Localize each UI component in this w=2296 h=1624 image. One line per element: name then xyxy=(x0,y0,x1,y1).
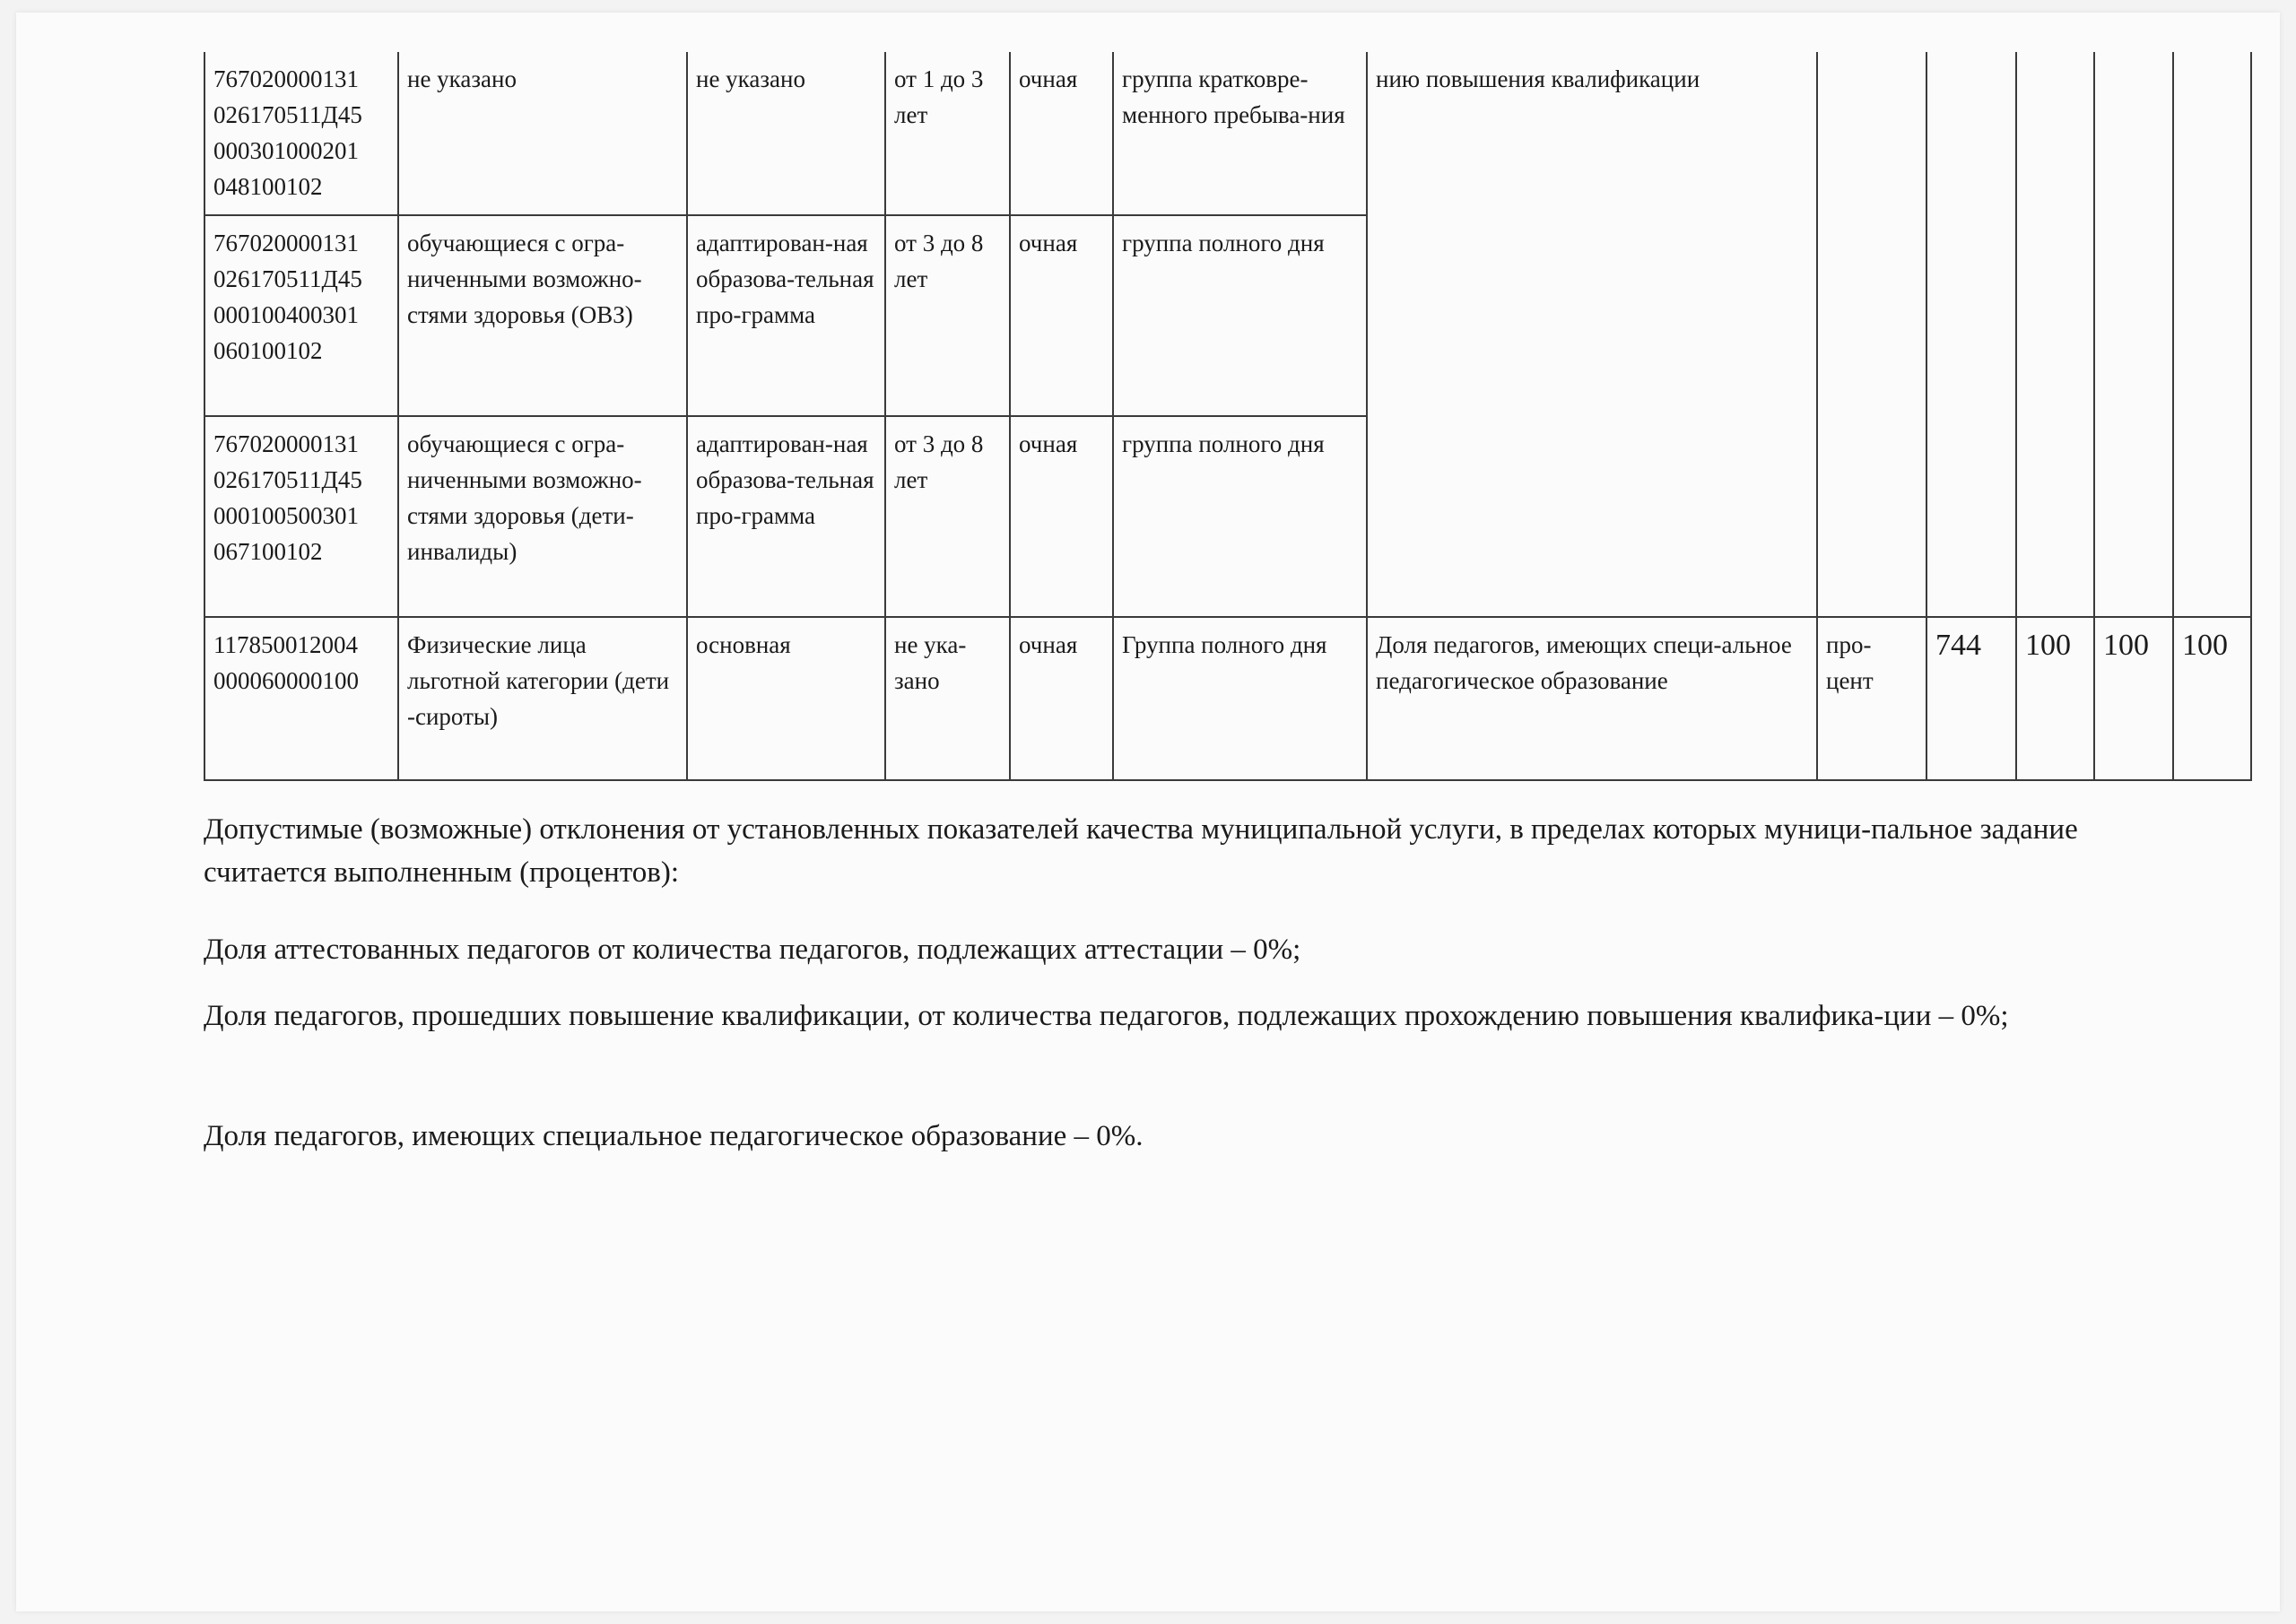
program-cell: основная xyxy=(687,617,885,780)
form-cell: очная xyxy=(1010,215,1113,416)
value-2021-cell: 100 xyxy=(2173,617,2251,780)
table-row xyxy=(204,617,2251,780)
unit-cell: про-цент xyxy=(1817,617,1926,780)
special-education-paragraph: Доля педагогов, имеющих специальное педагогическое образование – 0%. xyxy=(204,1120,1144,1152)
age-cell: от 3 до 8 лет xyxy=(885,416,1010,617)
age-cell: не ука-зано xyxy=(885,617,1010,780)
registry-code-cell: 767020000131 026170511Д45 000100400301 060100102 xyxy=(204,215,398,416)
value-2020-cell xyxy=(2094,52,2173,617)
document-page xyxy=(16,13,2280,1611)
stay-mode-cell: группа полного дня xyxy=(1113,416,1367,617)
stay-mode-cell: группа кратковре-менного пребыва-ния xyxy=(1113,52,1367,215)
stay-mode-cell: Группа полного дня xyxy=(1113,617,1367,780)
value-2019-cell xyxy=(2016,52,2094,617)
age-cell: от 3 до 8 лет xyxy=(885,215,1010,416)
form-cell: очная xyxy=(1010,52,1113,215)
form-cell: очная xyxy=(1010,617,1113,780)
value-2021-cell xyxy=(2173,52,2251,617)
okei-cell: 744 xyxy=(1926,617,2016,780)
table-row xyxy=(204,52,2251,215)
registry-code-cell: 767020000131 026170511Д45 000301000201 048100102 xyxy=(204,52,398,215)
age-cell: от 1 до 3 лет xyxy=(885,52,1010,215)
indicator-cell: Доля педагогов, имеющих специ-альное педагогическое образование xyxy=(1367,617,1817,780)
form-cell: очная xyxy=(1010,416,1113,617)
qualification-teachers-paragraph: Доля педагогов, прошедших повышение квалификации, от количества педагогов, подлежащих прохождению повышения квалифика-ции – 0%; xyxy=(204,1000,2009,1032)
quality-indicators-table xyxy=(204,52,2252,781)
registry-code-cell: 767020000131 026170511Д45 000100500301 067100102 xyxy=(204,416,398,617)
program-cell: адаптирован-ная образова-тельная про-грамма xyxy=(687,416,885,617)
okei-cell xyxy=(1926,52,2016,617)
program-cell: адаптирован-ная образова-тельная про-грамма xyxy=(687,215,885,416)
unit-cell xyxy=(1817,52,1926,617)
consumer-category-cell: обучающиеся с огра-ниченными возможно-стями здоровья (ОВЗ) xyxy=(398,215,687,416)
consumer-category-cell: не указано xyxy=(398,52,687,215)
deviation-intro-paragraph: Допустимые (возможные) отклонения от установленных показателей качества муниципальной услуги, в пределах которых муници-пальное задание считается выполненным (процентов): xyxy=(204,813,2078,889)
registry-code-cell: 117850012004 000060000100 xyxy=(204,617,398,780)
consumer-category-cell: обучающиеся с огра-ниченными возможно-стями здоровья (дети-инвалиды) xyxy=(398,416,687,617)
program-cell: не указано xyxy=(687,52,885,215)
consumer-category-cell: Физические лица льготной категории (дети -сироты) xyxy=(398,617,687,780)
indicator-cell: нию повышения квалификации xyxy=(1367,52,1817,617)
attested-teachers-paragraph: Доля аттестованных педагогов от количества педагогов, подлежащих аттестации – 0%; xyxy=(204,934,1301,966)
value-2020-cell: 100 xyxy=(2094,617,2173,780)
value-2019-cell: 100 xyxy=(2016,617,2094,780)
stay-mode-cell: группа полного дня xyxy=(1113,215,1367,416)
